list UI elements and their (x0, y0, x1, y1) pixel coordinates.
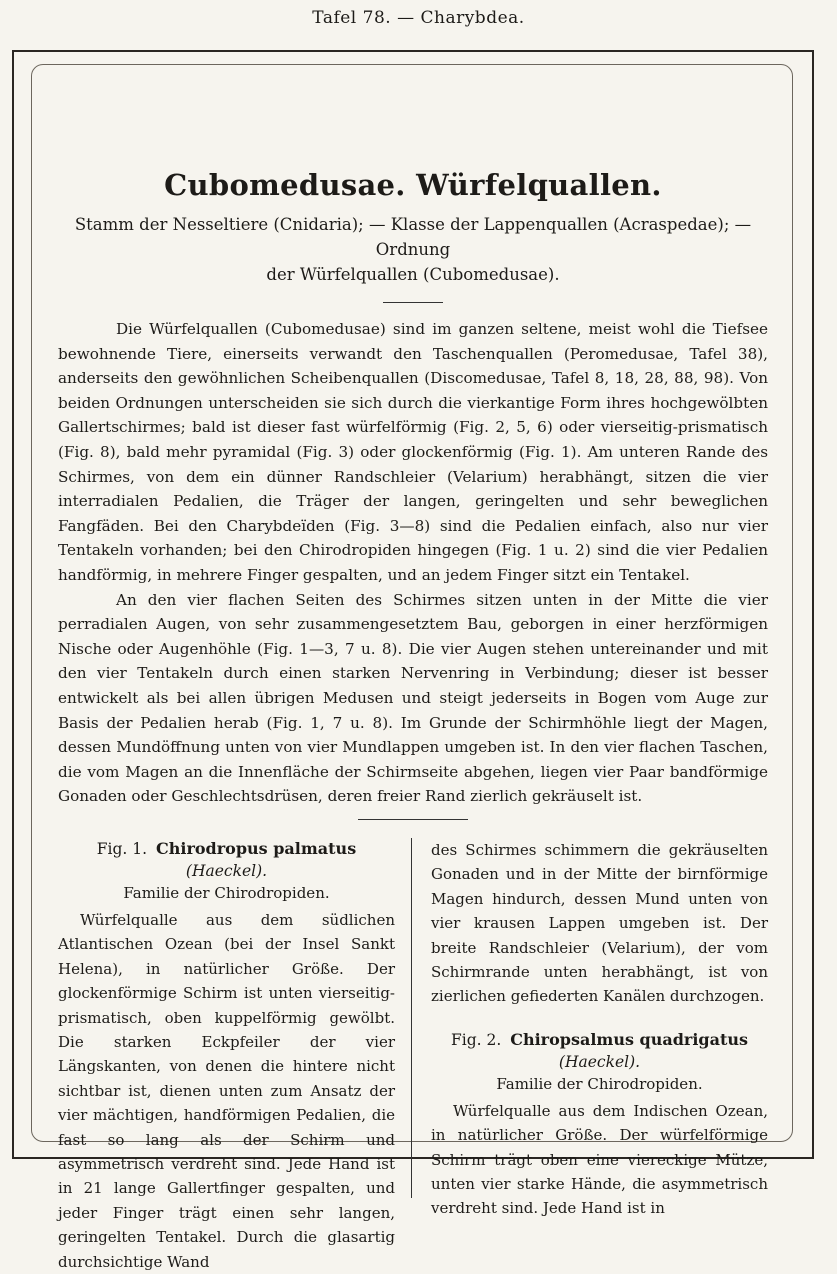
taxonomy-subtitle (58, 212, 768, 287)
fig2-number: Fig. 2. (450, 1030, 502, 1049)
column-divider (411, 838, 412, 1198)
subtitle-line-2: der Würfelquallen (Cubomedusae). (266, 265, 560, 284)
fig1-description-continued: des Schirmes schimmern die gekräuselten Gonaden und in der Mitte der birnförmige Magen hindurch, dessen Mund unten von vier krausen Lappen umgeben ist. Der breite Randschleier (Velarium), der vom Schirmrande unten herabhängt, ist von zierlichen gefiederten Kanälen durchzogen. (431, 840, 768, 1006)
figure-descriptions (58, 838, 768, 1274)
fig2-species: Chiropsalmus quadrigatus (510, 1029, 748, 1049)
left-column (58, 838, 395, 1274)
fig2-description: Würfelqualle aus dem Indischen Ozean, in natürlicher Größe. Der würfelförmige Schirm trägt oben eine viereckige Mütze, unten vier starke Hände, die asymmetrisch verdreht sind. Jede Hand ist in (431, 1101, 768, 1218)
section-divider (383, 302, 443, 303)
fig1-description: Würfelqualle aus dem südlichen Atlantischen Ozean (bei der Insel Sankt Helena), in natürlicher Größe. Der glockenförmige Schirm ist unten vierseitig-prismatisch, oben kuppelförmig gewölbt. Die starken Eckpfeiler der vier Längskanten, von denen die hintere nicht sichtbar ist, dienen unten zum Ansatz der vier mächtigen, handförmigen Pedalien, die fast so lang als der Schirm und asymmetrisch verdreht sind. Jede Hand ist in 21 lange Gallertfinger gespalten, und jeder Finger trägt einen sehr langen, geringelten Tentakel. Durch die glasartig durchsichtige Wand (58, 910, 395, 1271)
fig2-family: Familie der Chirodropiden. (496, 1074, 703, 1093)
page-title: Cubomedusae. Würfelquallen. (164, 168, 662, 202)
fig1-author: (Haeckel). (185, 861, 268, 880)
section-divider (358, 819, 468, 820)
intro-paragraph-1: Die Würfelquallen (Cubomedusae) sind im ganzen seltene, meist wohl die Tiefsee bewohnende Tiere, einerseits verwandt den Taschenquallen (Peromedusae, Tafel 38), anderseits den gewöhnlichen Scheibenquallen (Discomedusae, Tafel 8, 18, 28, 88, 98). Von beiden Ordnungen unterscheiden sie sich durch die vierkantige Form ihres hochgewölbten Gallertschirmes; bald ist dieser fast würfelförmig (Fig. 2, 5, 6) oder vierseitig-prismatisch (Fig. 8), bald mehr pyramidal (Fig. 3) oder glockenförmig (Fig. 1). Am unteren Rande des Schirmes, von dem ein dünner Randschleier (Velarium) herabhängt, sitzen die vier interradialen Pedalien, die Träger der langen, geringelten und sehr beweglichen Fangfäden. Bei den Charybdeïden (Fig. 3—8) sind die Pedalien einfach, also nur vier Tentakeln vorhanden; bei den Chirodropiden hingegen (Fig. 1 u. 2) sind die vier Pedalien handförmig, in mehrere Finger gespalten, und an jedem Finger sitzt ein Tentakel. (58, 320, 768, 584)
fig2-author: (Haeckel). (558, 1052, 641, 1071)
fig1-heading (58, 838, 395, 882)
intro-paragraph-2: An den vier flachen Seiten des Schirmes sitzen unten in der Mitte die vier perradialen Augen, von sehr zusammengesetztem Bau, geborgen in einer herzförmigen Nische oder Augenhöhle (Fig. 1—3, 7 u. 8). Die vier Augen stehen untereinander und mit den vier Tentakeln durch einen starken Nervenring in Verbindung; dieser ist besser entwickelt als bei allen übrigen Medusen und steigt jederseits in Bogen vom Auge zur Basis der Pedalien herab (Fig. 1, 7 u. 8). Im Grunde der Schirmhöhle liegt der Magen, dessen Mundöffnung unten von vier Mundlappen umgeben ist. In den vier flachen Taschen, die vom Magen an die Innenfläche der Schirmseite abgehen, liegen vier Paar bandförmige Gonaden oder Geschlechtsdrüsen, deren freier Rand zierlich gekräuselt ist. (58, 590, 768, 806)
running-head: Tafel 78. — Charybdea. (312, 8, 525, 28)
fig1-family: Familie der Chirodropiden. (123, 883, 330, 902)
subtitle-line-1: Stamm der Nesseltiere (Cnidaria); — Klasse der Lappenquallen (Acraspedae); — Ordnung (74, 215, 752, 259)
fig2-heading (431, 1029, 768, 1073)
right-column (431, 838, 768, 1274)
page-content (58, 168, 768, 1274)
fig1-species: Chirodropus palmatus (156, 838, 357, 858)
fig1-number: Fig. 1. (96, 839, 148, 858)
